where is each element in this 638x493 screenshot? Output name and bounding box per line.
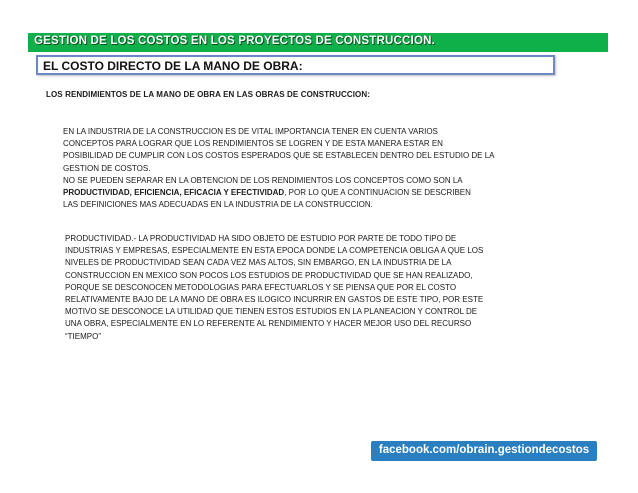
paragraph-line: POSIBILIDAD DE CUMPLIR CON LOS COSTOS ESPERADOS QUE SE ESTABLECEN DENTRO DEL ESTUDIO DE LA	[63, 151, 495, 161]
paragraph-line: EN LA INDUSTRIA DE LA CONSTRUCCION ES DE VITAL IMPORTANCIA TENER EN CUENTA VARIOS	[63, 127, 438, 136]
presentation-title: GESTION DE LOS COSTOS EN LOS PROYECTOS DE CONSTRUCCION.	[34, 35, 435, 47]
section-title: EL COSTO DIRECTO DE LA MANO DE OBRA:	[43, 59, 303, 73]
paragraph-line: LAS DEFINICIONES MAS ADECUADAS EN LA INDUSTRIA DE LA CONSTRUCCION.	[63, 200, 373, 210]
section-subtitle: LOS RENDIMIENTOS DE LA MANO DE OBRA EN LAS OBRAS DE CONSTRUCCION:	[46, 90, 370, 99]
paragraph-line: PRODUCTIVIDAD.- LA PRODUCTIVIDAD HA SIDO OBJETO DE ESTUDIO POR PARTE DE TODO TIPO DE	[65, 234, 457, 243]
paragraph-intro	[63, 126, 558, 211]
bold-concepts: PRODUCTIVIDAD, EFICIENCIA, EFICACIA Y EFECTIVIDAD	[63, 188, 285, 198]
paragraph-line: CONSTRUCCION EN MEXICO SON POCOS LOS ESTUDIOS DE PRODUCTIVIDAD QUE SE HAN REALIZADO,	[65, 270, 473, 280]
paragraph-line: PORQUE SE DESCONOCEN METODOLOGIAS PARA EFECTUARLOS Y SE PIENSA QUE POR EL COSTO	[65, 282, 457, 292]
paragraph-productividad	[65, 233, 560, 343]
paragraph-line: CONCEPTOS PARA LOGRAR QUE LOS RENDIMIENTOS SE LOGREN Y DE ESTA MANERA ESTAR EN	[63, 139, 443, 149]
facebook-link-text[interactable]: facebook.com/obrain.gestiondecostos	[378, 444, 590, 456]
paragraph-line: UNA OBRA, ESPECIALMENTE EN LO REFERENTE AL RENDIMIENTO Y HACER MEJOR USO DEL RECURSO	[65, 319, 472, 329]
paragraph-line: RELATIVAMENTE BAJO DE LA MANO DE OBRA ES ILOGICO INCURRIR EN GASTOS DE ESTE TIPO, POR ESTE	[65, 295, 484, 305]
facebook-link-button[interactable]	[371, 441, 597, 461]
paragraph-line: “TIEMPO”	[65, 331, 101, 341]
paragraph-line: INDUSTRIAS Y EMPRESAS, ESPECIALMENTE EN ESTA EPOCA DONDE LA COMPETENCIA OBLIGA A QUE LOS	[65, 246, 484, 256]
paragraph-line: NO SE PUEDEN SEPARAR EN LA OBTENCION DE LOS RENDIMIENTOS LOS CONCEPTOS COMO SON LA	[63, 175, 463, 185]
paragraph-line-tail: , POR LO QUE A CONTINUACION SE DESCRIBEN	[284, 188, 471, 198]
top-banner	[28, 33, 608, 52]
paragraph-line: MOTIVO SE DESCONOCE LA UTILIDAD QUE TIENEN ESTOS ESTUDIOS EN LA PLANEACION Y CONTROL DE	[65, 307, 478, 317]
paragraph-line: GESTION DE COSTOS.	[63, 163, 151, 173]
paragraph-line-with-bold	[63, 187, 558, 199]
paragraph-line: NIVELES DE PRODUCTIVIDAD SEAN CADA VEZ MAS ALTOS, SIN EMBARGO, EN LA INDUSTRIA DE LA	[65, 258, 452, 268]
section-title-box	[36, 55, 555, 75]
